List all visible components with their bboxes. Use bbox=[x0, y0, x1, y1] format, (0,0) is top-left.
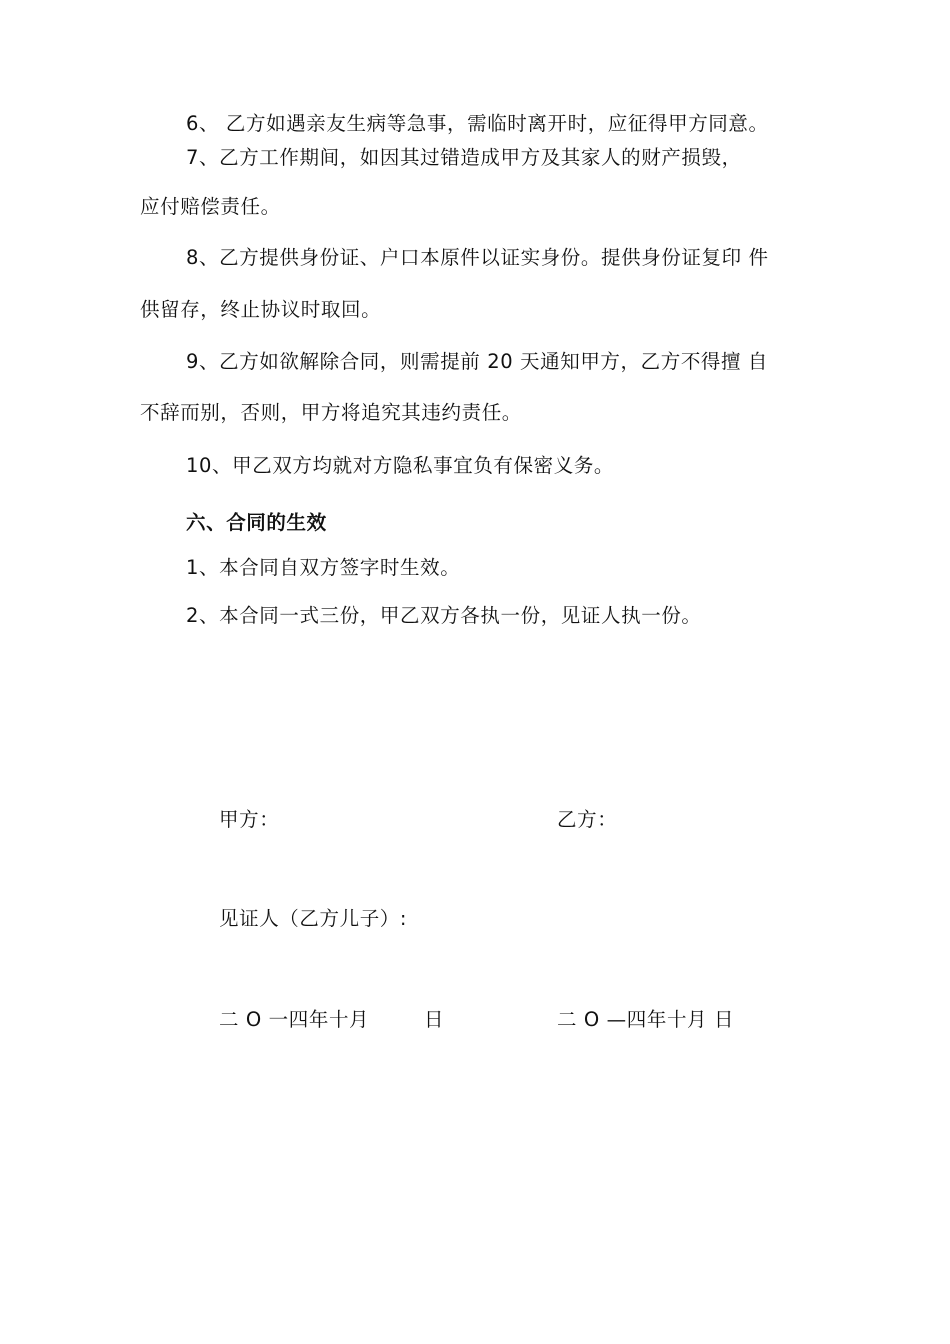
clause-6: 6、 乙方如遇亲友生病等急事，需临时离开时，应征得甲方同意。 bbox=[186, 112, 769, 135]
clause-8-line-2: 供留存，终止协议时取回。 bbox=[140, 298, 382, 321]
section-6-item-2: 2、本合同一式三份，甲乙双方各执一份，见证人执一份。 bbox=[186, 604, 702, 627]
section-6-item-1: 1、本合同自双方签字时生效。 bbox=[186, 556, 461, 579]
clause-8-line-1: 8、乙方提供身份证、户口本原件以证实身份。提供身份证复印 件 bbox=[186, 246, 769, 269]
clause-9-line-2: 不辞而别，否则，甲方将追究其违约责任。 bbox=[140, 401, 522, 424]
date-right: 二 O —四年十月 日 bbox=[557, 1008, 735, 1031]
witness-signature-label: 见证人（乙方儿子）: bbox=[219, 907, 408, 930]
section-heading-contract-effect: 六、合同的生效 bbox=[186, 511, 327, 534]
date-left: 二 O 一四年十月 bbox=[219, 1008, 370, 1031]
clause-7-line-2: 应付赔偿责任。 bbox=[140, 195, 281, 218]
clause-10: 10、甲乙双方均就对方隐私事宜负有保密义务。 bbox=[186, 454, 615, 477]
party-b-signature-label: 乙方： bbox=[557, 808, 618, 831]
clause-7-line-1: 7、乙方工作期间，如因其过错造成甲方及其家人的财产损毁， bbox=[186, 146, 742, 169]
party-a-signature-label: 甲方： bbox=[219, 808, 280, 831]
date-left-day: 日 bbox=[424, 1008, 445, 1031]
clause-9-line-1: 9、乙方如欲解除合同，则需提前 20 天通知甲方，乙方不得擅 自 bbox=[186, 350, 769, 373]
